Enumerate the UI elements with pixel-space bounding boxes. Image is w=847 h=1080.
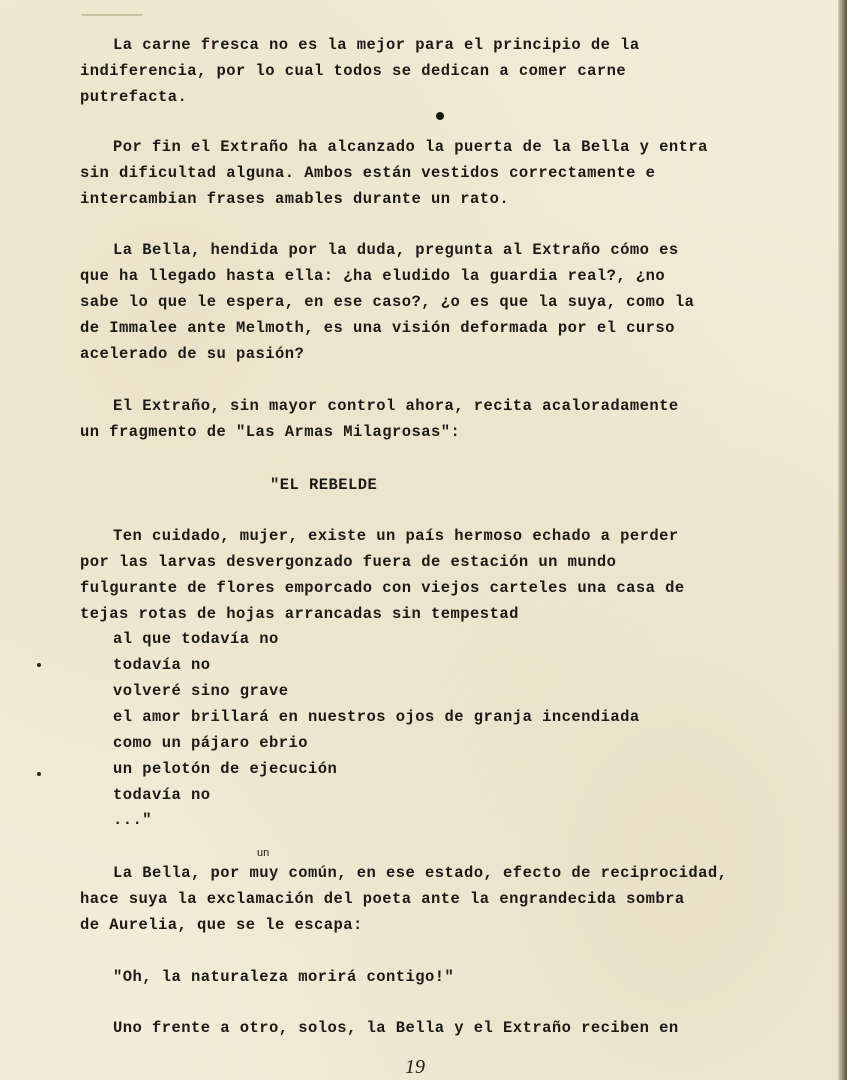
quote-line: "Oh, la naturaleza morirá contigo!" (113, 968, 455, 986)
text-line: La carne fresca no es la mejor para el principio de la (113, 36, 640, 54)
poem-line: Ten cuidado, mujer, existe un país hermoso echado a perder (113, 527, 679, 545)
ink-dot (436, 112, 444, 120)
poem-verse: como un pájaro ebrio (113, 734, 309, 752)
text-line: un fragmento de "Las Armas Milagrosas": (80, 423, 461, 441)
text-line: que ha llegado hasta ella: ¿ha eludido la guardia real?, ¿no (80, 267, 666, 285)
text-line: sin dificultad alguna. Ambos están vestidos correctamente e (80, 164, 656, 182)
margin-mark (37, 772, 41, 776)
text-line: indiferencia, por lo cual todos se dedican a comer carne (80, 62, 627, 80)
poem-title: "EL REBELDE (270, 476, 378, 494)
text-line: Uno frente a otro, solos, la Bella y el Extraño reciben en (113, 1019, 679, 1037)
poem-verse: volveré sino grave (113, 682, 289, 700)
text-line: acelerado de su pasión? (80, 345, 305, 363)
poem-line: tejas rotas de hojas arrancadas sin tempestad (80, 605, 519, 623)
text-line: de Immalee ante Melmoth, es una visión deformada por el curso (80, 319, 675, 337)
page-edge-shadow (838, 0, 847, 1080)
poem-verse: un pelotón de ejecución (113, 760, 338, 778)
page-number: 19 (405, 1056, 425, 1078)
text-line: intercambian frases amables durante un rato. (80, 190, 510, 208)
text-line: El Extraño, sin mayor control ahora, recita acaloradamente (113, 397, 679, 415)
poem-verse: ..." (113, 811, 153, 829)
text-line: La Bella, hendida por la duda, pregunta al Extraño cómo es (113, 241, 679, 259)
poem-verse: al que todavía no (113, 630, 279, 648)
text-line: Por fin el Extraño ha alcanzado la puerta de la Bella y entra (113, 138, 708, 156)
text-line: sabe lo que le espera, en ese caso?, ¿o es que la suya, como la (80, 293, 695, 311)
text-line: de Aurelia, que se le escapa: (80, 916, 363, 934)
poem-verse: todavía no (113, 786, 211, 804)
paper-mark (82, 14, 142, 16)
text-line: hace suya la exclamación del poeta ante la engrandecida sombra (80, 890, 685, 908)
poem-verse: todavía no (113, 656, 211, 674)
text-line: La Bella, por muy común, en ese estado, efecto de reciprocidad, (113, 864, 728, 882)
poem-verse: el amor brillará en nuestros ojos de granja incendiada (113, 708, 640, 726)
poem-line: por las larvas desvergonzado fuera de estación un mundo (80, 553, 617, 571)
handwritten-insert: un (257, 847, 270, 859)
margin-mark (37, 663, 41, 667)
poem-line: fulgurante de flores emporcado con viejos carteles una casa de (80, 579, 685, 597)
text-line: putrefacta. (80, 88, 188, 106)
